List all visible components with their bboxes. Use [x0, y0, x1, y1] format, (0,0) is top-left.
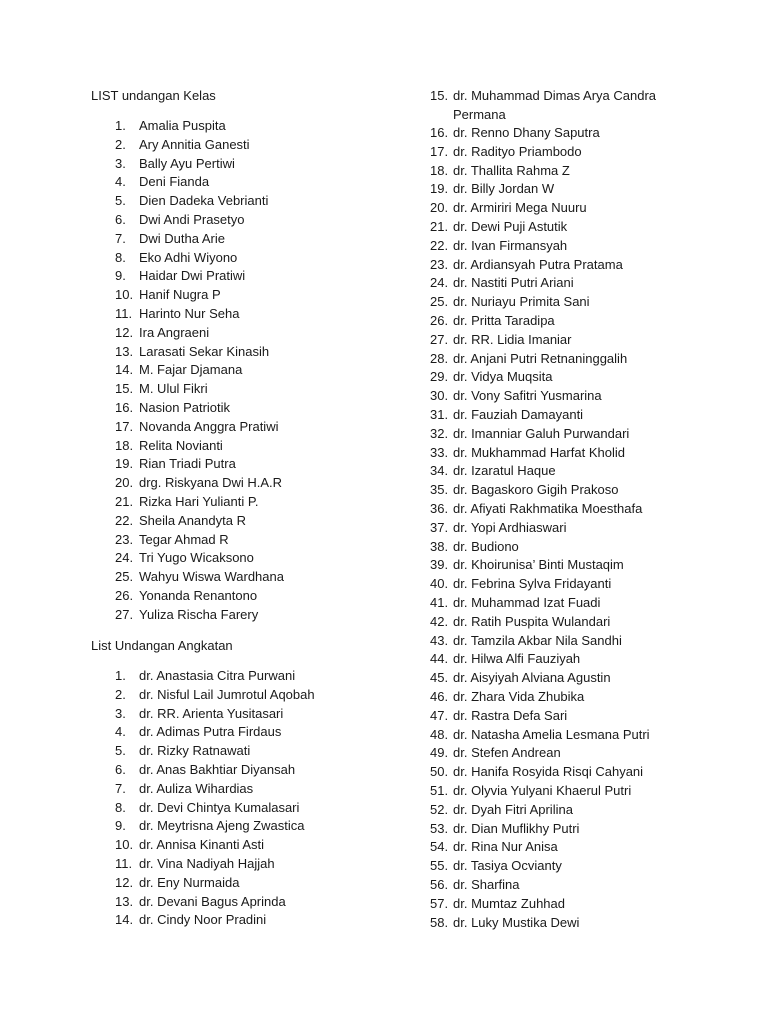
list-item-name: Yonanda Renantono — [139, 588, 258, 603]
list-item-number: 16. — [115, 400, 134, 415]
list-item-name: dr. Aisyiyah Alviana Agustin — [453, 670, 611, 686]
list-item-name: Dwi Andi Prasetyo — [139, 212, 245, 227]
list-item-number: 22. — [430, 237, 449, 253]
list-item-number: 21. — [430, 219, 449, 234]
list-item-name: Tegar Ahmad R — [139, 531, 229, 547]
list-item-number: 26. — [115, 588, 134, 603]
list-item-name: dr. Adimas Putra Firdaus — [139, 724, 282, 740]
list-item-number: 1. — [115, 118, 126, 133]
list-item-number: 2. — [115, 136, 126, 152]
list-item-name: dr. Pritta Taradipa — [453, 313, 555, 328]
list-item-name: Larasati Sekar Kinasih — [139, 343, 270, 359]
list-item-name: dr. Nuriayu Primita Sani — [453, 294, 590, 310]
list-item-number: 27. — [430, 331, 449, 347]
list-item-name: drg. Riskyana Dwi H.A.R — [139, 475, 283, 491]
list-item-number: 17. — [430, 143, 449, 159]
list-item-number: 37. — [430, 519, 449, 535]
list-item-number: 13. — [115, 343, 134, 359]
list-item-name: dr. Nastiti Putri Ariani — [453, 275, 574, 291]
list-item-number: 32. — [430, 425, 449, 441]
list-item-name: dr. Vidya Muqsita — [453, 369, 553, 385]
list-item-name: dr. RR. Arienta Yusitasari — [139, 705, 284, 721]
list-item-name: dr. Mumtaz Zuhhad — [453, 895, 565, 911]
list-item-name: dr. Ardiansyah Putra Pratama — [453, 256, 623, 272]
list-item-name: dr. Zhara Vida Zhubika — [453, 689, 585, 704]
list-item-name: dr. Anjani Putri Retnaninggalih — [453, 350, 628, 366]
list-item-number: 35. — [430, 482, 449, 498]
list-item-number: 7. — [115, 230, 126, 246]
list-item-name: Ira Angraeni — [139, 324, 210, 340]
list-item-number: 22. — [115, 512, 134, 528]
list-item-number: 36. — [430, 501, 449, 516]
list-item-number: 44. — [430, 651, 449, 667]
list-item-number: 11. — [115, 856, 133, 871]
list-item-number: 10. — [115, 287, 134, 303]
list-item-number: 53. — [430, 820, 449, 836]
list-item-number: 31. — [430, 407, 449, 422]
list-item-name: dr. Ratih Puspita Wulandari — [453, 613, 611, 629]
list-item-name: dr. Auliza Wihardias — [139, 780, 254, 796]
list-item-number: 18. — [115, 437, 134, 453]
list-item-number: 30. — [430, 388, 449, 404]
list-item-name: dr. Budiono — [453, 538, 519, 554]
list-item-name: dr. Fauziah Damayanti — [453, 407, 584, 422]
list-item-name: dr. Bagaskoro Gigih Prakoso — [453, 482, 619, 498]
list-item-number: 17. — [115, 418, 134, 434]
list-item-name: Hanif Nugra P — [139, 287, 221, 303]
list-item-number: 15. — [430, 88, 449, 103]
list-item-name: Yuliza Rischa Farery — [139, 606, 259, 622]
list-item-name: Relita Novianti — [139, 437, 223, 453]
list-item-name: dr. Ivan Firmansyah — [453, 237, 568, 253]
list-item-number: 57. — [430, 895, 449, 911]
list-item-name: dr. Febrina Sylva Fridayanti — [453, 576, 612, 592]
list-item-name: dr. Eny Nurmaida — [139, 874, 240, 890]
list-item-number: 12. — [115, 324, 134, 340]
list-item-name: dr. Natasha Amelia Lesmana Putri — [453, 726, 650, 742]
list-item-name: Amalia Puspita — [139, 118, 226, 133]
list-item-number: 25. — [430, 294, 449, 310]
list-item-number: 14. — [115, 912, 134, 928]
list-item-number: 33. — [430, 444, 449, 460]
list-item-name: dr. Rina Nur Anisa — [453, 839, 558, 855]
list-item-number: 10. — [115, 837, 134, 853]
list-item-number: 7. — [115, 780, 126, 796]
list-item-name: dr. Vony Safitri Yusmarina — [453, 388, 602, 404]
list-item-number: 11. — [115, 306, 133, 321]
list-item-number: 6. — [115, 212, 126, 227]
list-item-number: 5. — [115, 743, 126, 759]
list-item-number: 14. — [115, 362, 134, 378]
list-item-number: 13. — [115, 893, 134, 909]
list-item-name: dr. Meytrisna Ajeng Zwastica — [139, 818, 305, 834]
list-item-number: 34. — [430, 463, 449, 479]
heading-list-kelas: LIST undangan Kelas — [91, 88, 216, 103]
list-item-number: 42. — [430, 613, 449, 629]
list-item-number: 5. — [115, 193, 126, 209]
list-item-number: 8. — [115, 799, 126, 815]
list-item-number: 52. — [430, 801, 449, 817]
list-item-number: 23. — [430, 256, 449, 272]
list-item-name: dr. Hanifa Rosyida Risqi Cahyani — [453, 764, 644, 780]
list-item-name: dr. Annisa Kinanti Asti — [139, 837, 265, 853]
list-item-number: 41. — [430, 595, 449, 610]
list-item-name: dr. Yopi Ardhiaswari — [453, 519, 567, 535]
list-item-name: Rizka Hari Yulianti P. — [139, 494, 259, 509]
list-item-number: 20. — [430, 200, 449, 216]
heading-list-angkatan: List Undangan Angkatan — [91, 638, 233, 653]
list-item-number: 56. — [430, 877, 449, 892]
list-item-name: dr. Dewi Puji Astutik — [453, 219, 568, 234]
list-item-number: 29. — [430, 369, 449, 385]
list-item-number: 18. — [430, 162, 449, 178]
list-item-name: M. Fajar Djamana — [139, 362, 243, 378]
list-item-name: dr. Imanniar Galuh Purwandari — [453, 425, 630, 441]
list-item-number: 47. — [430, 707, 449, 723]
list-item-name: Haidar Dwi Pratiwi — [139, 268, 246, 284]
list-item-name: dr. Stefen Andrean — [453, 745, 561, 761]
list-item-name: dr. Tamzila Akbar Nila Sandhi — [453, 632, 622, 648]
list-item-name: dr. Anastasia Citra Purwani — [139, 668, 296, 683]
list-item-name: dr. Olyvia Yulyani Khaerul Putri — [453, 783, 632, 798]
list-item-number: 1. — [115, 668, 126, 683]
list-item-name: M. Ulul Fikri — [139, 381, 208, 397]
list-item-name: dr. Devi Chintya Kumalasari — [139, 799, 300, 815]
list-item-name: Bally Ayu Pertiwi — [139, 155, 235, 171]
list-item-number: 38. — [430, 538, 449, 554]
list-item-name: dr. Tasiya Ocvianty — [453, 858, 562, 874]
list-item-number: 8. — [115, 249, 126, 265]
list-item-name: Tri Yugo Wicaksono — [139, 550, 254, 566]
list-item-number: 19. — [115, 456, 134, 472]
list-item-number: 28. — [430, 350, 449, 366]
list-item-name: Dien Dadeka Vebrianti — [139, 193, 269, 209]
list-item-number: 51. — [430, 783, 449, 798]
list-item-number: 45. — [430, 670, 449, 686]
list-item-name: Sheila Anandyta R — [139, 512, 246, 528]
list-item-name: Deni Fianda — [139, 174, 210, 190]
list-item-name: dr. Rastra Defa Sari — [453, 707, 568, 723]
list-item-name: dr. Muhammad Izat Fuadi — [453, 595, 601, 610]
list-item-number: 46. — [430, 689, 449, 704]
list-item-name: dr. Armiriri Mega Nuuru — [453, 200, 587, 216]
list-item-number: 9. — [115, 818, 126, 834]
list-item-name: dr. Izaratul Haque — [453, 463, 556, 479]
list-item-number: 58. — [430, 914, 449, 930]
list-item-name: Rian Triadi Putra — [139, 456, 236, 472]
list-item-number: 12. — [115, 874, 134, 890]
list-item-number: 26. — [430, 313, 449, 328]
list-item-number: 3. — [115, 155, 126, 171]
list-item-name: dr. Vina Nadiyah Hajjah — [139, 856, 275, 871]
list-item-name: dr. Rizky Ratnawati — [139, 743, 251, 759]
list-item-name: dr. Mukhammad Harfat Kholid — [453, 444, 625, 460]
list-item-name: dr. Cindy Noor Pradini — [139, 912, 267, 928]
list-item-name: dr. Thallita Rahma Z — [453, 162, 570, 178]
list-item-number: 15. — [115, 381, 134, 397]
list-item-number: 19. — [430, 181, 449, 197]
list-item-number: 24. — [115, 550, 134, 566]
list-item-name: Nasion Patriotik — [139, 400, 231, 415]
list-item-name: dr. Devani Bagus Aprinda — [139, 893, 286, 909]
list-item-name: Eko Adhi Wiyono — [139, 249, 238, 265]
list-item-name: Novanda Anggra Pratiwi — [139, 418, 279, 434]
list-item-number: 49. — [430, 745, 449, 761]
list-item-number: 2. — [115, 686, 126, 702]
list-item-name-line2: Permana — [453, 106, 506, 122]
list-item-name: dr. Sharfina — [453, 877, 520, 892]
list-item-name: dr. Afiyati Rakhmatika Moesthafa — [453, 501, 643, 516]
list-item-name: dr. Renno Dhany Saputra — [453, 125, 600, 140]
list-item-name: dr. Nisful Lail Jumrotul Aqobah — [139, 686, 315, 702]
list-item-number: 25. — [115, 569, 134, 585]
list-item-number: 27. — [115, 606, 134, 622]
list-item-number: 50. — [430, 764, 449, 780]
list-item-number: 55. — [430, 858, 449, 874]
list-item-number: 4. — [115, 724, 126, 740]
list-item-number: 48. — [430, 726, 449, 742]
list-item-name: Dwi Dutha Arie — [139, 230, 225, 246]
list-item-number: 23. — [115, 531, 134, 547]
list-item-number: 6. — [115, 762, 126, 777]
list-item-name: dr. Billy Jordan W — [453, 181, 555, 197]
list-item-number: 54. — [430, 839, 449, 855]
list-item-name: Harinto Nur Seha — [139, 306, 240, 321]
list-item-name: Ary Annitia Ganesti — [139, 136, 250, 152]
list-item-number: 20. — [115, 475, 134, 491]
list-item-name: dr. Dyah Fitri Aprilina — [453, 801, 573, 817]
list-item-name: dr. Radityo Priambodo — [453, 143, 582, 159]
list-item-number: 40. — [430, 576, 449, 592]
list-item-number: 3. — [115, 705, 126, 721]
list-item-number: 39. — [430, 557, 449, 573]
list-item-number: 43. — [430, 632, 449, 648]
list-item-name: dr. Hilwa Alfi Fauziyah — [453, 651, 581, 667]
list-item-name: dr. Anas Bakhtiar Diyansah — [139, 762, 296, 777]
list-item-name: dr. Dian Muflikhy Putri — [453, 820, 580, 836]
list-item-name: dr. Luky Mustika Dewi — [453, 914, 580, 930]
list-item-number: 24. — [430, 275, 449, 291]
list-item-name: dr. Khoirunisa’ Binti Mustaqim — [453, 557, 624, 573]
list-item-name: dr. Muhammad Dimas Arya Candra — [453, 88, 657, 103]
list-item-name: dr. RR. Lidia Imaniar — [453, 331, 572, 347]
list-item-number: 9. — [115, 268, 126, 284]
list-item-number: 4. — [115, 174, 126, 190]
list-item-name: Wahyu Wiswa Wardhana — [139, 569, 284, 585]
list-item-number: 16. — [430, 125, 449, 140]
list-item-number: 21. — [115, 494, 134, 509]
